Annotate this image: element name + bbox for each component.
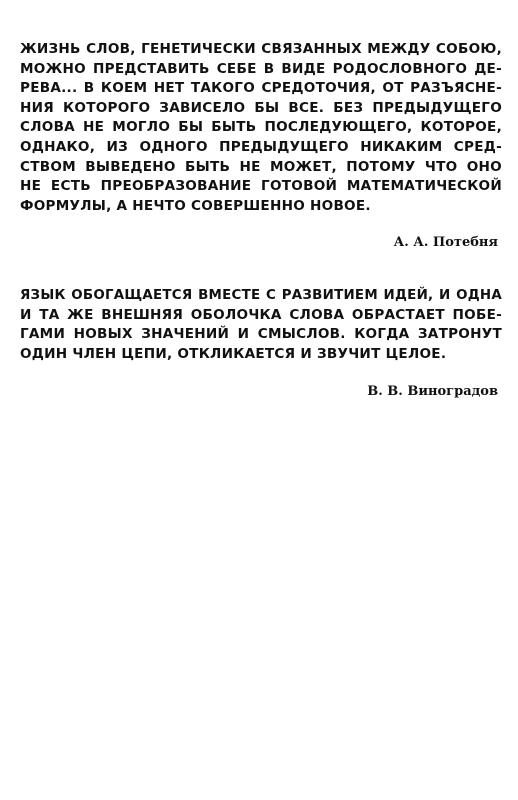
quote-author-potebnya: А. А. Потебня xyxy=(393,235,498,250)
quote-line: СТВОМ ВЫВЕДЕНО БЫТЬ НЕ МОЖЕТ, ПОТОМУ ЧТО ОНО xyxy=(20,158,502,175)
quote-line: СЛОВА НЕ МОГЛО БЫ БЫТЬ ПОСЛЕДУЮЩЕГО, КОТОРОЕ, xyxy=(20,119,502,136)
quote-line: ЖИЗНЬ СЛОВ, ГЕНЕТИЧЕСКИ СВЯЗАННЫХ МЕЖДУ СОБОЮ, xyxy=(20,41,502,57)
quote-vinogradov xyxy=(20,286,502,364)
quote-line: НИЯ КОТОРОГО ЗАВИСЕЛО БЫ ВСЕ. БЕЗ ПРЕДЫДУЩЕГО xyxy=(20,99,502,116)
quote-line: ЯЗЫК ОБОГАЩАЕТСЯ ВМЕСТЕ С РАЗВИТИЕМ ИДЕЙ, И ОДНА xyxy=(20,288,502,303)
quote-line: ОДНАКО, ИЗ ОДНОГО ПРЕДЫДУЩЕГО НИКАКИМ СРЕД- xyxy=(20,138,502,155)
quote-line: ГАМИ НОВЫХ ЗНАЧЕНИЙ И СМЫСЛОВ. КОГДА ЗАТРОНУТ xyxy=(20,326,502,343)
quote-line: МОЖНО ПРЕДСТАВИТЬ СЕБЕ В ВИДЕ РОДОСЛОВНОГО ДЕ- xyxy=(20,60,502,77)
quote-author-vinogradov: В. В. Виноградов xyxy=(367,384,498,399)
quote-line: ОДИН ЧЛЕН ЦЕПИ, ОТКЛИКАЕТСЯ И ЗВУЧИТ ЦЕЛОЕ. xyxy=(20,345,447,362)
quote-line: И ТА ЖЕ ВНЕШНЯЯ ОБОЛОЧКА СЛОВА ОБРАСТАЕТ ПОБЕ- xyxy=(20,306,502,323)
quote-line: РЕВА... В КОЕМ НЕТ ТАКОГО СРЕДОТОЧИЯ, ОТ РАЗЪЯСНЕ- xyxy=(20,80,502,97)
quote-line: НЕ ЕСТЬ ПРЕОБРАЗОВАНИЕ ГОТОВОЙ МАТЕМАТИЧЕСКОЙ xyxy=(20,178,502,195)
quote-line: ФОРМУЛЫ, А НЕЧТО СОВЕРШЕННО НОВОЕ. xyxy=(20,197,371,214)
quote-potebnya xyxy=(20,40,502,216)
